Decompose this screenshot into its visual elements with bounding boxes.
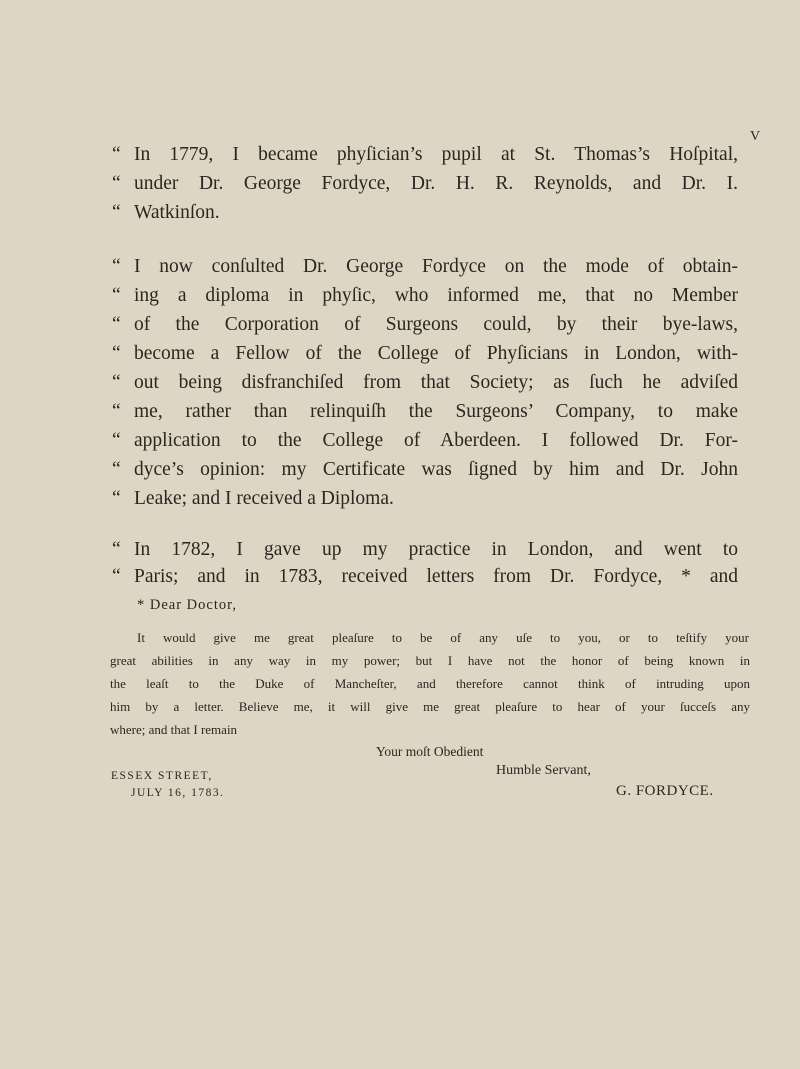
text-line [112,539,752,561]
text-line [112,401,752,423]
text-line [112,202,752,224]
line-text: Watkinſon. [134,202,220,223]
text-line [112,144,752,166]
text-line [112,173,752,195]
signature: G. FORDYCE. [616,783,714,799]
text-line [112,566,752,588]
footnote-line: great abilities in any way in my power; but I have not the honor of being known in [110,653,750,668]
quote-mark: “ [112,539,121,560]
quote-mark: “ [112,343,121,364]
quote-mark: “ [112,401,121,422]
address-line: ESSEX STREET, [111,770,213,782]
line-text: under Dr. George Fordyce, Dr. H. R. Reynolds, and Dr. I. [134,173,738,194]
line-text: Leake; and I received a Diploma. [134,488,394,509]
page-number: V [750,129,762,144]
quote-mark: “ [112,144,121,165]
text-line [112,343,752,365]
text-line [112,488,752,510]
line-text: out being disfranchiſed from that Society; as ſuch he adviſed [134,372,738,393]
line-text: application to the College of Aberdeen. I followed Dr. For- [134,430,738,451]
quote-mark: “ [112,372,121,393]
quote-mark: “ [112,256,121,277]
footnote-line: him by a letter. Believe me, it will give me great pleaſure to hear of your ſucceſs any [110,699,750,714]
line-text: become a Fellow of the College of Phyſicians in London, with- [134,343,738,364]
quote-mark: “ [112,488,121,509]
date-line: JULY 16, 1783. [131,787,225,799]
text-line [112,459,752,481]
footnote-line: the leaſt to the Duke of Mancheſter, and therefore cannot think of intruding upon [110,676,750,691]
line-text: ing a diploma in phyſic, who informed me, that no Member [134,285,738,306]
closing-line: Humble Servant, [496,763,591,778]
quote-mark: “ [112,314,121,335]
footnote-salutation: * Dear Doctor, [137,597,237,613]
quote-mark: “ [112,173,121,194]
footnote-line: It would give me great pleaſure to be of any uſe to you, or to teſtify your [137,630,749,645]
quote-mark: “ [112,459,121,480]
line-text: In 1782, I gave up my practice in London, and went to [134,539,738,560]
quote-mark: “ [112,566,121,587]
line-text: of the Corporation of Surgeons could, by their bye-laws, [134,314,738,335]
line-text: I now conſulted Dr. George Fordyce on the mode of obtain- [134,256,738,277]
text-line [112,314,752,336]
line-text: me, rather than relinquiſh the Surgeons’ Company, to make [134,401,738,422]
quote-mark: “ [112,285,121,306]
text-line [112,285,752,307]
quote-mark: “ [112,430,121,451]
text-line [112,256,752,278]
text-line [112,372,752,394]
line-text: In 1779, I became phyſician’s pupil at St. Thomas’s Hoſpital, [134,144,738,165]
closing-line: Your moſt Obedient [376,744,484,759]
quote-mark: “ [112,202,121,223]
line-text: Paris; and in 1783, received letters from Dr. Fordyce, * and [134,566,738,587]
footnote-line: where; and that I remain [110,722,238,737]
line-text: dyce’s opinion: my Certificate was ſigned by him and Dr. John [134,459,738,480]
text-line [112,430,752,452]
